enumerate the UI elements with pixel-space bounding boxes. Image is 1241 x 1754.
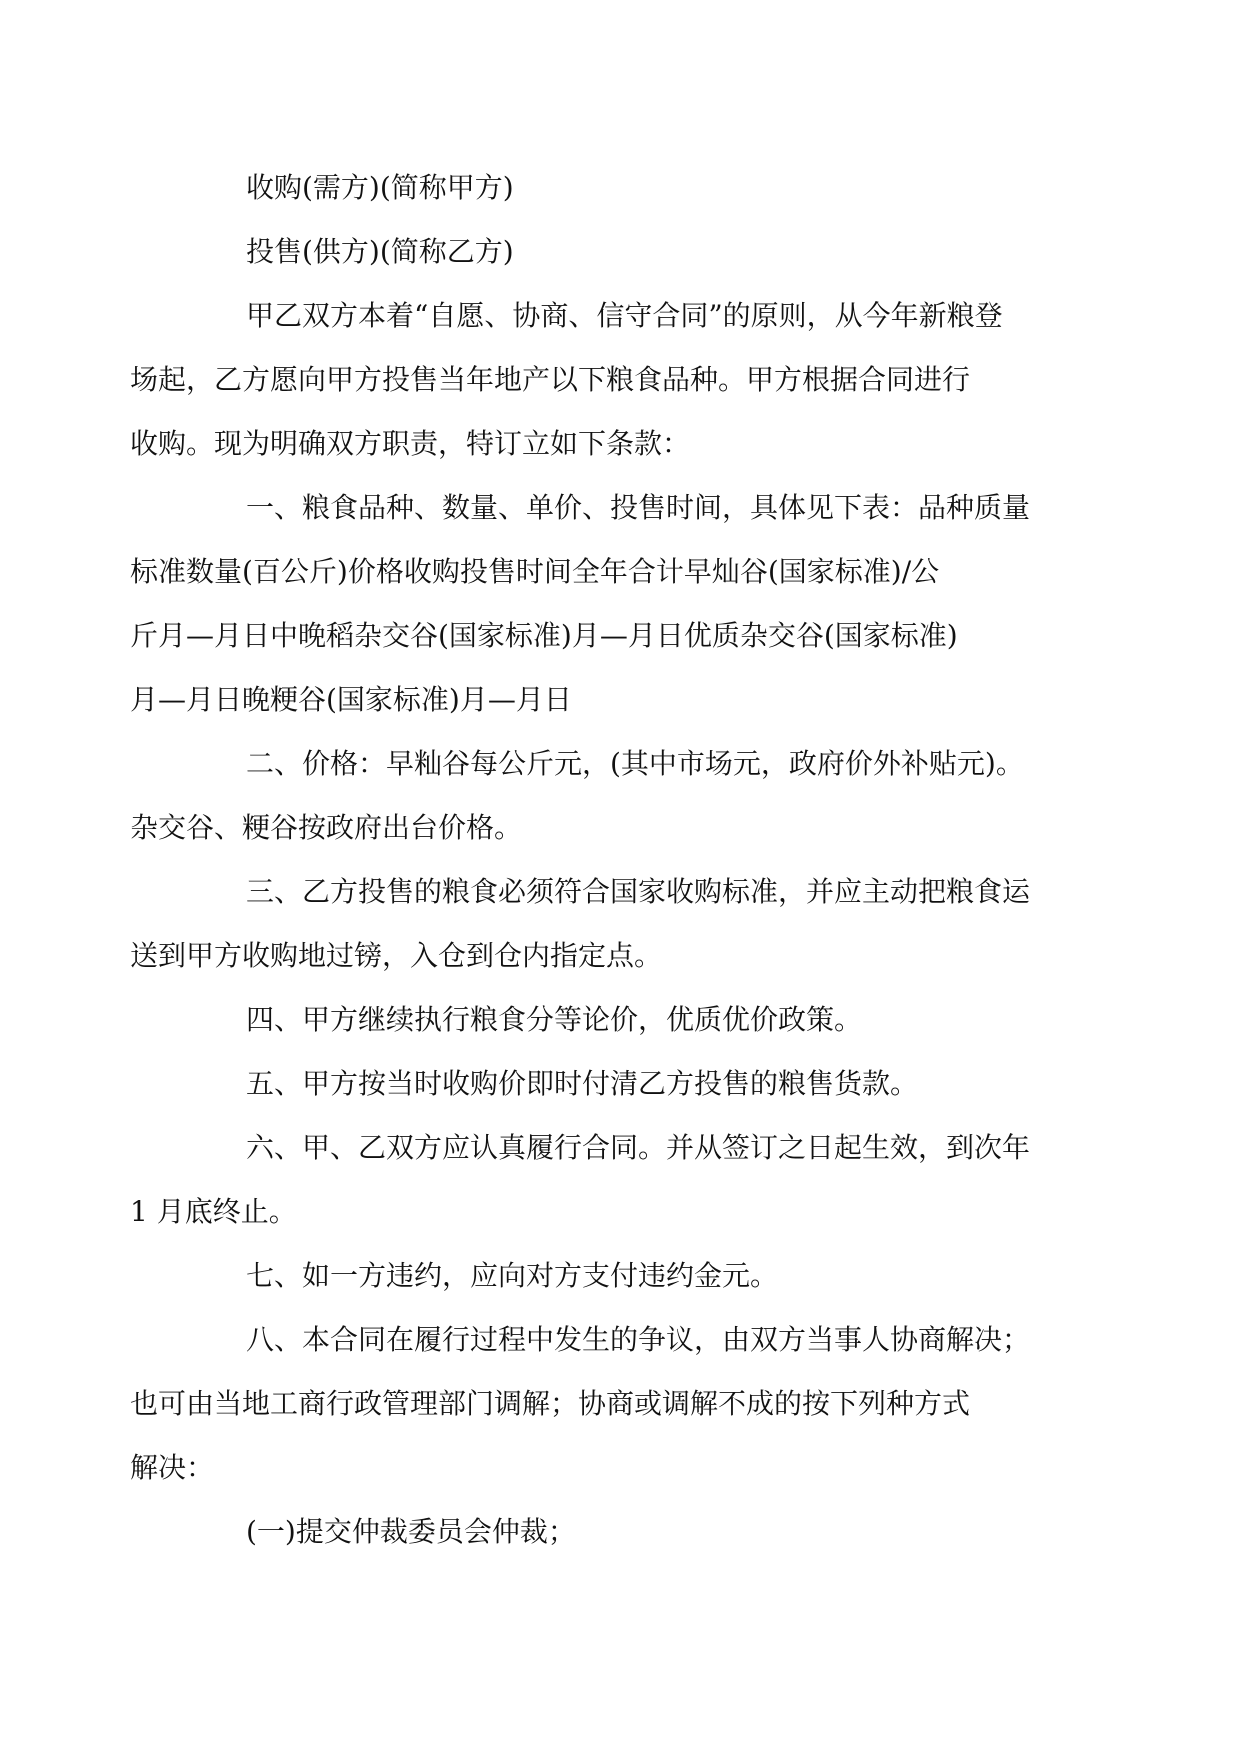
text-line: 投售(供方)(简称乙方) (246, 235, 514, 268)
text-line: 收购。现为明确双方职责，特订立如下条款： (130, 427, 691, 460)
text-line: 收购(需方)(简称甲方) (246, 171, 514, 204)
text-line: 四、甲方继续执行粮食分等论价，优质优价政策。 (246, 1003, 863, 1036)
text-line: 一、粮食品种、数量、单价、投售时间，具体见下表：品种质量 (246, 491, 1031, 524)
paragraph-clause-7 (188, 1244, 1068, 1308)
paragraph-sub-clause-1 (188, 1500, 1068, 1564)
text-line: 场起，乙方愿向甲方投售当年地产以下粮食品种。甲方根据合同进行 (130, 363, 971, 396)
text-line: 杂交谷、粳谷按政府出台价格。 (130, 811, 523, 844)
paragraph-clause-3 (130, 860, 1068, 988)
text-line: 斤月—月日中晚稻杂交谷(国家标准)月—月日优质杂交谷(国家标准) (130, 619, 958, 652)
text-line: 二、价格：早籼谷每公斤元，(其中市场元，政府价外补贴元)。 (246, 747, 1024, 780)
paragraph-clause-2 (130, 732, 1068, 860)
text-line: 月—月日晚粳谷(国家标准)月—月日 (130, 683, 572, 716)
paragraph-clause-8 (130, 1308, 1068, 1500)
paragraph-clause-6 (130, 1116, 1068, 1244)
text-line: 五、甲方按当时收购价即时付清乙方投售的粮售货款。 (246, 1067, 919, 1100)
document-body (130, 156, 1068, 1564)
text-line: 三、乙方投售的粮食必须符合国家收购标准，并应主动把粮食运 (246, 875, 1031, 908)
paragraph-clause-1 (130, 476, 1068, 732)
paragraph-clause-4 (188, 988, 1068, 1052)
text-line: (一)提交仲裁委员会仲裁； (246, 1515, 576, 1548)
text-line: 八、本合同在履行过程中发生的争议，由双方当事人协商解决； (246, 1323, 1031, 1356)
paragraph-preamble (130, 284, 1068, 476)
text-line: 送到甲方收购地过镑，入仓到仓内指定点。 (130, 939, 663, 972)
text-line: 甲乙双方本着“自愿、协商、信守合同”的原则，从今年新粮登 (246, 299, 1003, 332)
text-line: 六、甲、乙双方应认真履行合同。并从签订之日起生效，到次年 (246, 1131, 1031, 1164)
paragraph-seller (188, 220, 1068, 284)
text-line: 1 月底终止。 (130, 1195, 297, 1228)
text-line: 也可由当地工商行政管理部门调解；协商或调解不成的按下列种方式 (130, 1387, 971, 1420)
paragraph-buyer (188, 156, 1068, 220)
paragraph-clause-5 (188, 1052, 1068, 1116)
text-line: 解决： (130, 1451, 215, 1484)
text-line: 标准数量(百公斤)价格收购投售时间全年合计早灿谷(国家标准)/公 (130, 555, 940, 588)
text-line: 七、如一方违约，应向对方支付违约金元。 (246, 1259, 779, 1292)
